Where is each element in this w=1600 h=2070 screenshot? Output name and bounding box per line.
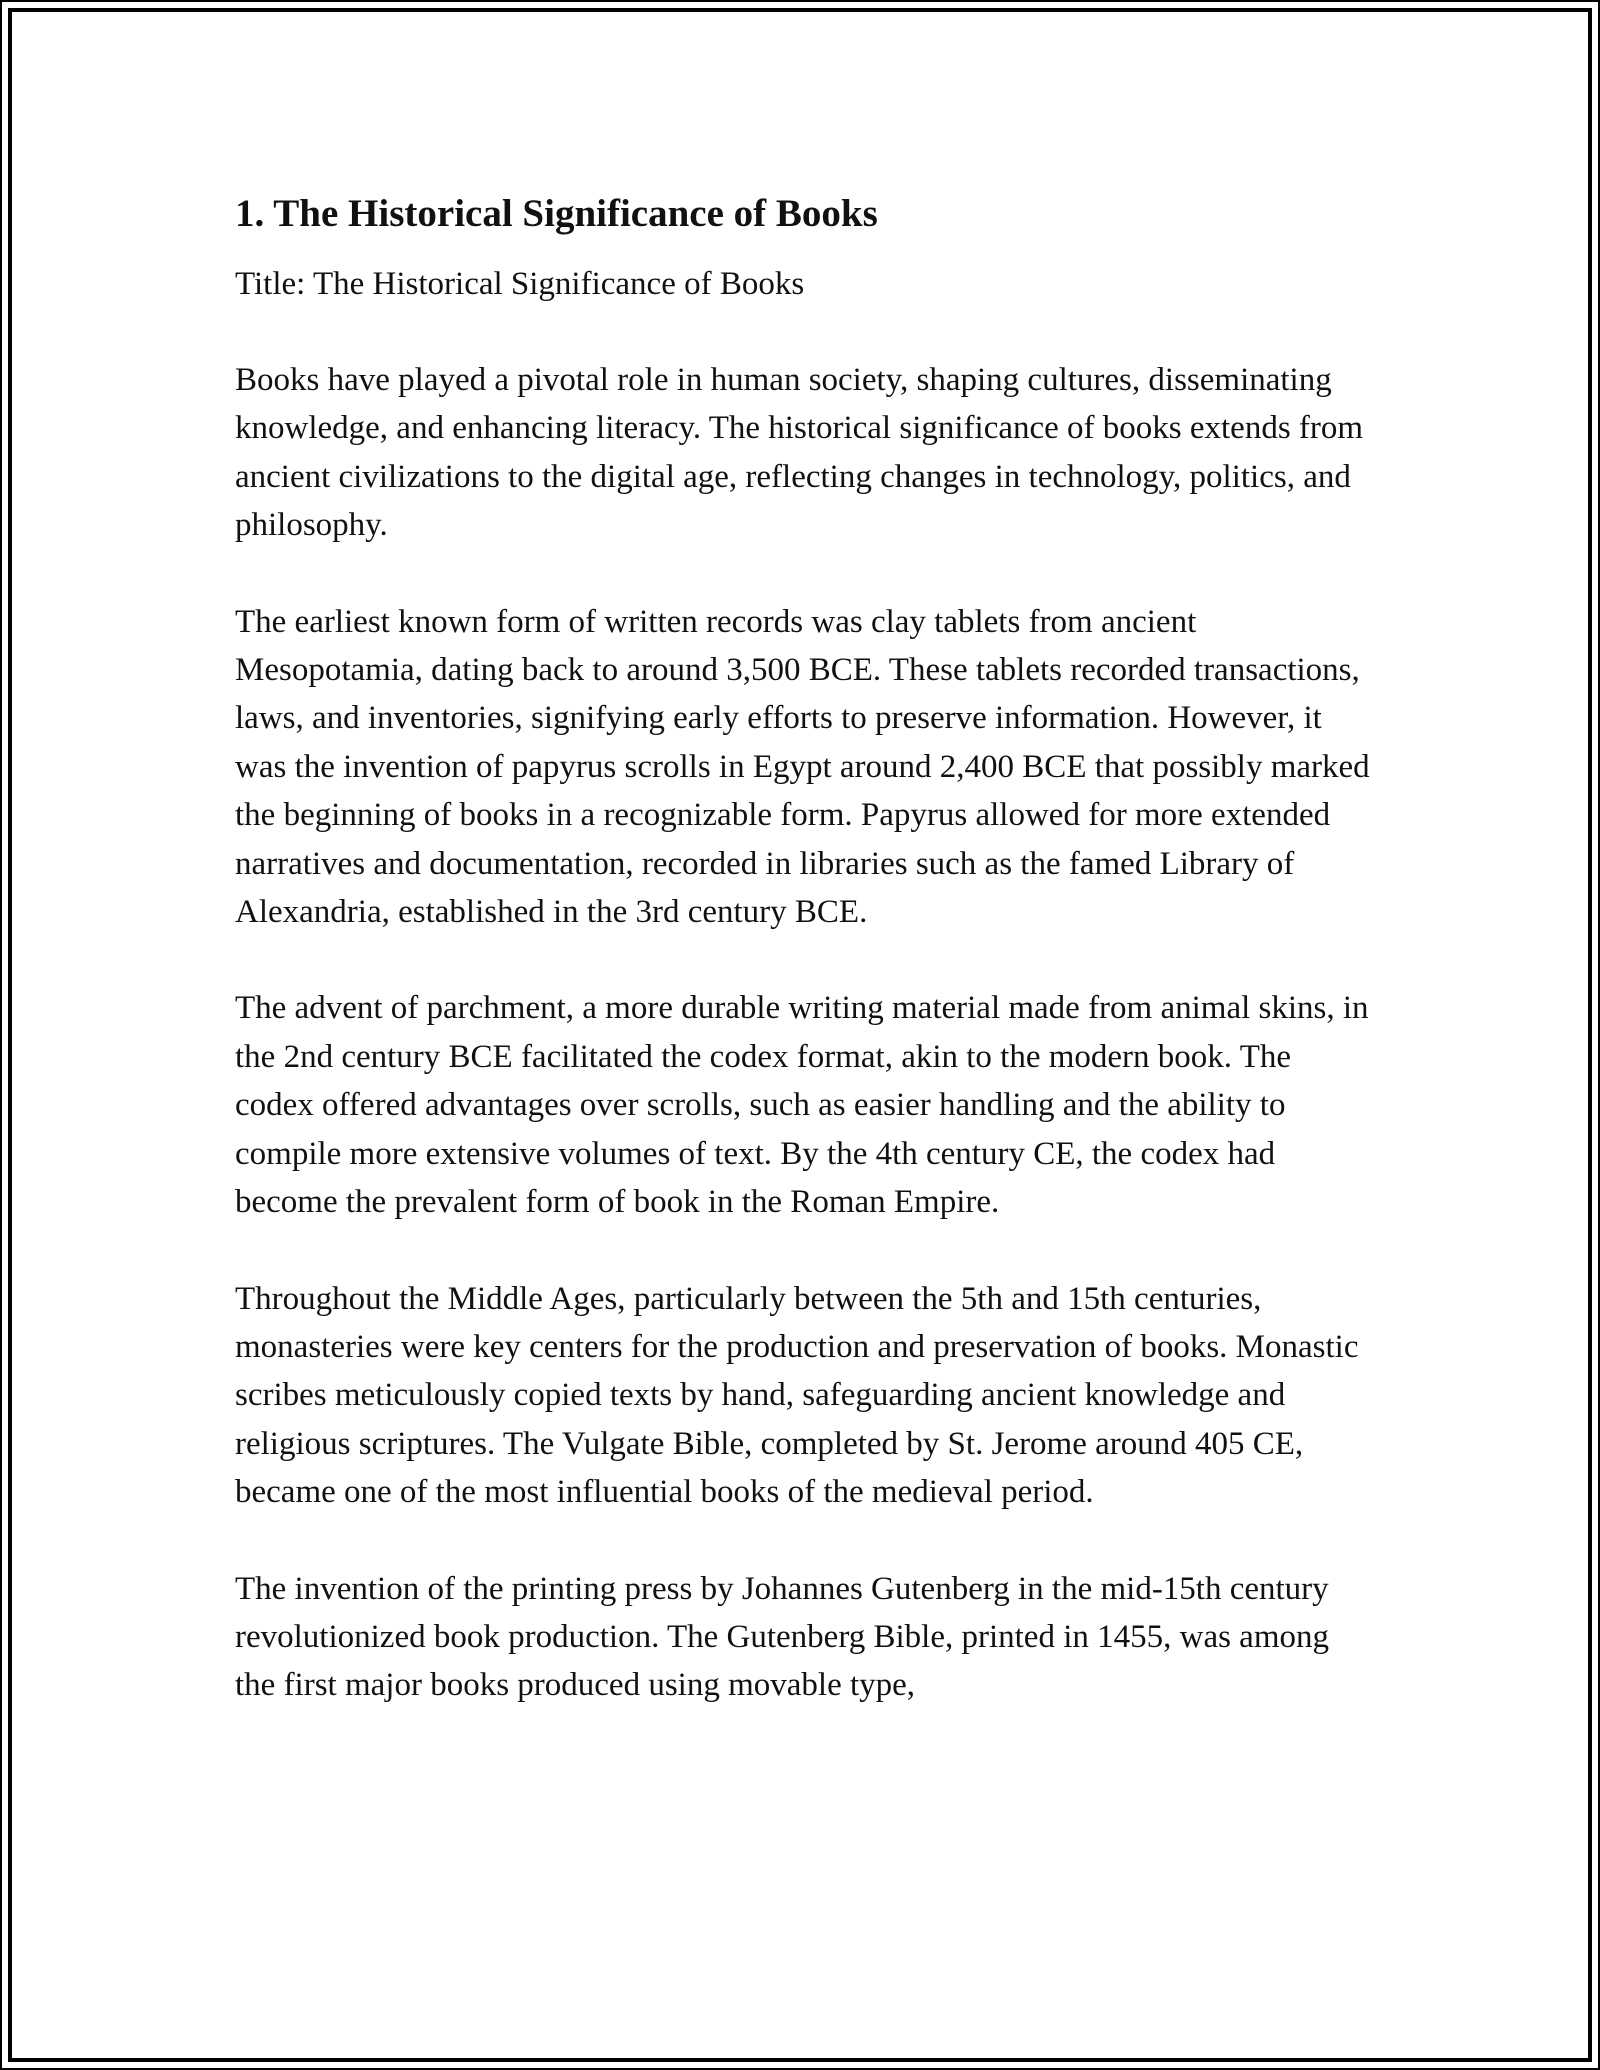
document-body bbox=[235, 186, 1375, 1758]
title-line: Title: The Historical Significance of Books bbox=[235, 266, 805, 302]
paragraph-ancient-records: The earliest known form of written records was clay tablets from ancient Mesopotamia, dating back to around 3,500 BCE. These tablets recorded transactions, laws, and inventories, signifying early efforts to preserve information. However, it was the invention of papyrus scrolls in Egypt around 2,400 BCE that possibly marked the beginning of books in a recognizable form. Papyrus allowed for more extended narratives and documentation, recorded in libraries such as the famed Library of Alexandria, established in the 3rd century BCE. bbox=[235, 603, 1370, 931]
paragraph-printing-press: The invention of the printing press by Johannes Gutenberg in the mid-15th century revolutionized book production. The Gutenberg Bible, printed in 1455, was among the first major books produced using movable type, bbox=[235, 1570, 1329, 1704]
section-heading: 1. The Historical Significance of Books bbox=[235, 192, 878, 235]
paragraph-parchment-codex: The advent of parchment, a more durable writing material made from animal skins, in the 2nd century BCE facilitated the codex format, akin to the modern book. The codex offered advantages over scrolls, such as easier handling and the ability to compile more extensive volumes of text. By the 4th century CE, the codex had become the prevalent form of book in the Roman Empire. bbox=[235, 990, 1369, 1221]
paragraph-middle-ages: Throughout the Middle Ages, particularly between the 5th and 15th centuries, monasteries were key centers for the production and preservation of books. Monastic scribes meticulously copied texts by hand, safeguarding ancient knowledge and religious scriptures. The Vulgate Bible, completed by St. Jerome around 405 CE, became one of the most influential books of the medieval period. bbox=[235, 1280, 1359, 1511]
paragraph-intro: Books have played a pivotal role in human society, shaping cultures, disseminating knowledge, and enhancing literacy. The historical significance of books extends from ancient civilizations to the digital age, reflecting changes in technology, politics, and philosophy. bbox=[235, 362, 1364, 544]
